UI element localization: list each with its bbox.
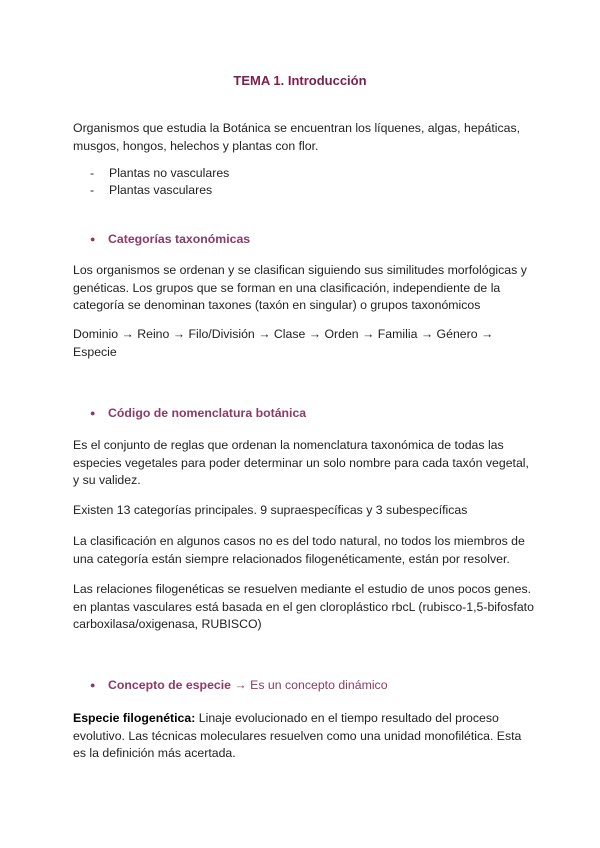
definition-text: Linaje evolucionado en el tiempo resultado del proceso evolutivo. Las técnicas moleculares resuelven como una unidad monofilética. Esta es la definición más acertada. [73, 711, 522, 760]
phylogenetic-species-definition [73, 710, 535, 763]
bullet-icon: ● [90, 234, 96, 244]
nomenclature-paragraph-3: La clasificación en algunos casos no es del todo natural, no todos los miembros de una categoría están siempre relacionados filogenéticamente, están por resolver. [73, 534, 525, 566]
dash-marker: - [90, 166, 95, 180]
taxonomic-hierarchy: Dominio → Reino → Filo/División → Clase → Orden → Familia → Género → Especie [73, 327, 494, 359]
nomenclature-paragraph-4: Las relaciones filogenéticas se resuelven mediante el estudio de unos pocos genes. en plantas vasculares está basada en el gen cloroplástico rbcL (rubisco-1,5-bifosfato carboxilasa/oxigenasa, RUBISCO) [73, 582, 534, 631]
page-title: TEMA 1. Introducción [233, 73, 367, 88]
heading-suffix: → Es un concepto dinámico [231, 678, 388, 692]
definition-term: Especie filogenética: [73, 711, 196, 725]
taxonomy-paragraph: Los organismos se ordenan y se clasifican siguiendo sus similitudes morfológicas y genéticas. Los grupos que se forman en una clasificación, independiente de la categoría se denominan taxones (taxón en singular) o grupos taxonómicos [73, 263, 527, 312]
plant-type-label: Plantas no vasculares [109, 166, 230, 180]
section-heading-nomenclature-code: ● Código de nomenclatura botánica [90, 405, 306, 423]
bullet-icon: ● [90, 408, 96, 418]
dash-marker: - [90, 183, 95, 197]
intro-paragraph: Organismos que estudia la Botánica se encuentran los líquenes, algas, hepáticas, musgos, hongos, helechos y plantas con flor. [73, 121, 521, 153]
section-heading-taxonomic-categories: ● Categorías taxonómicas [90, 231, 250, 249]
plant-type-label: Plantas vasculares [109, 183, 213, 197]
plant-type-item [90, 165, 229, 183]
nomenclature-paragraph-2: Existen 13 categorías principales. 9 supraespecíficas y 3 subespecíficas [73, 503, 468, 517]
plant-type-item [90, 182, 212, 200]
bullet-icon: ● [90, 680, 96, 690]
section-heading-species-concept: ● Concepto de especie → Es un concepto dinámico [90, 677, 388, 695]
nomenclature-paragraph-1: Es el conjunto de reglas que ordenan la nomenclatura taxonómica de todas las especies vegetales para poder determinar un solo nombre para cada taxón vegetal, y su validez. [73, 438, 529, 487]
